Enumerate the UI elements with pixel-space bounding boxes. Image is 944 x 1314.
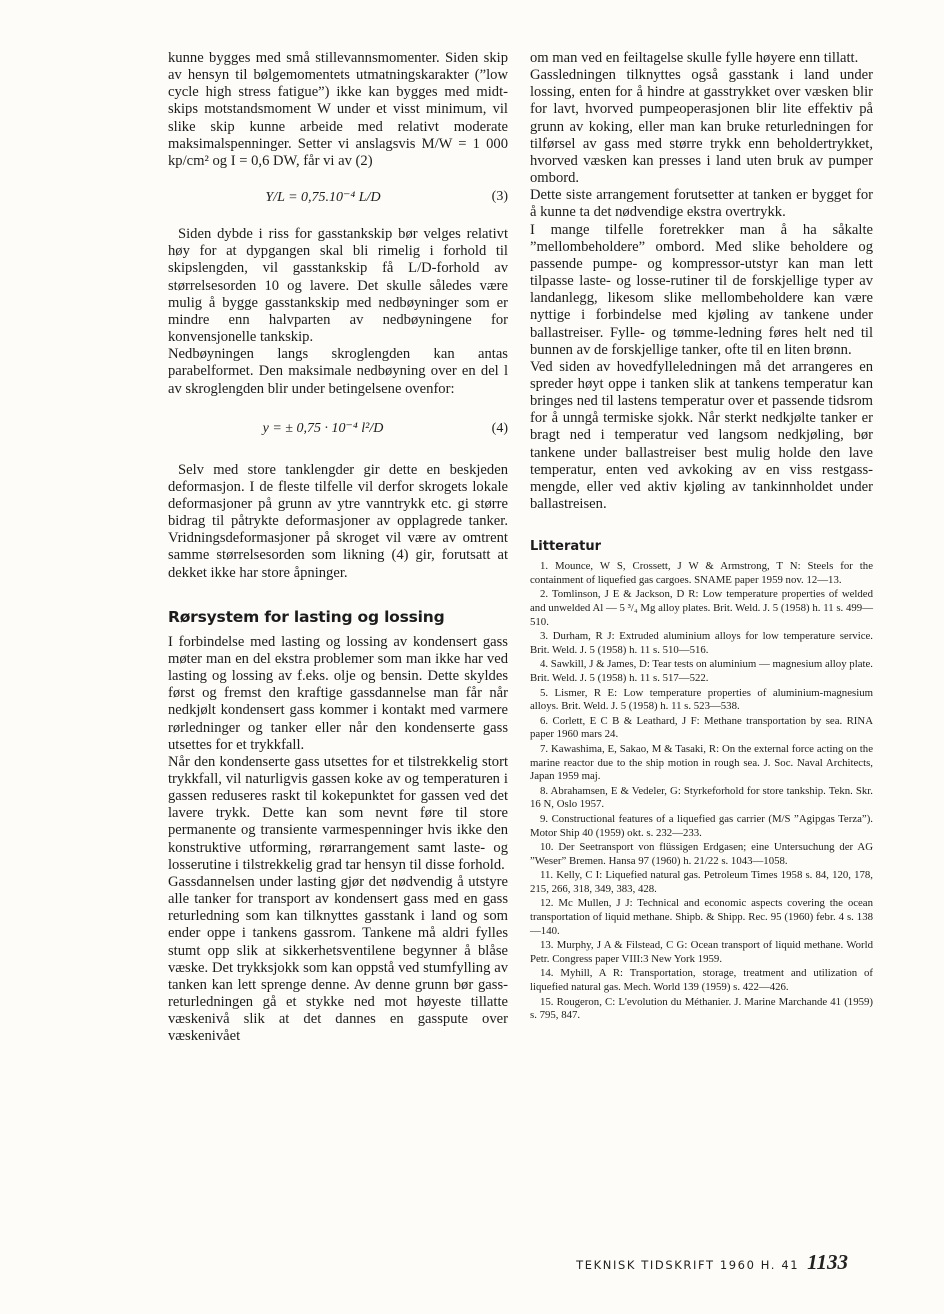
reference-item: 13. Murphy, J A & Filstead, C G: Ocean transport of liquid methane. World Petr. Congress paper VIII:3 New York 1959.: [530, 939, 873, 965]
page-footer: [576, 1250, 848, 1275]
equation-4-body: y = ± 0,75 · 10⁻⁴ l²/D: [262, 421, 384, 437]
paragraph: Når den kondenserte gass utsettes for et tilstrekkelig stort trykkfall, vil naturligvis gassen koke av og temperaturen i gassen reduseres raskt til kokepunktet for gassen ved det lavere trykk. Dette kan som nevnt føre til store permanente og transiente varmespenninger hvis ikke den konstruktive utforming, rørarrangement samt laste- og losserutine i tilstrekkelig grad tar hensyn til disse forhold.: [168, 753, 508, 873]
reference-item: 6. Corlett, E C B & Leathard, J F: Methane transportation by sea. RINA paper 1960 mars 24.: [530, 714, 873, 741]
reference-item: 11. Kelly, C I: Liquefied natural gas. Petroleum Times 1958 s. 84, 120, 178, 215, 266, 318, 349, 383, 428.: [530, 869, 873, 895]
paragraph: I mange tilfelle foretrekker man å ha såkalte ”mellombeholdere” ombord. Med slike beholdere og passende pumpe- og kompressor-utstyr kan man lett tilpasse laste- og losse-rutiner til de forskjellige typer av landanlegg, likesom slike mellombeholdere kan være nyttige i forbindelse med kjøling av tankene under ballastreiser. Fylle- og tømme-ledning føres helt ned til bunnen av de forskjellige tanker, ofte til en liten brønn.: [530, 221, 873, 358]
paragraph: Siden dybde i riss for gasstankskip bør velges relativt høy for at dypgangen skal bli rimelig i forhold til skipslengden, vil gasstankskip få L/D-forhold av størrelsesorden 10 og lavere. Det skulle således være mulig å bygge gasstankskip med nedbøyninger som er mindre enn halvparten av nedbøyningene for konvensjonelle tankskip.: [168, 226, 508, 346]
reference-item: 4. Sawkill, J & James, D: Tear tests on aluminium — magnesium alloy plate. Brit. Weld. J. 5 (1958) h. 11 s. 517—522.: [530, 658, 873, 684]
equation-4: [168, 410, 508, 448]
reference-item: 14. Myhill, A R: Transportation, storage, treatment and utilization of liquefied natural gas. Mech. World 139 (1959) s. 422—426.: [530, 967, 873, 994]
reference-item: 1. Mounce, W S, Crossett, J W & Armstrong, T N: Steels for the containment of liquefied gas cargoes. SNAME paper 1959 nov. 12—13.: [530, 560, 873, 586]
paragraph: Gassledningen tilknyttes også gasstank i land under lossing, enten for å hindre at gasstrykket over væsken blir for lavt, hvorved pumpeoperasjonen blir lite effektiv på grunn av koking, eller man kan bruke returledningen for tilførsel av gass med større trykk enn beholdertrykket, hvorved væsken kan presses i land uten bruk av pumper ombord.: [530, 67, 873, 187]
paragraph: Ved siden av hovedfylleledningen må det arrangeres en spreder høyt oppe i tanken slik at tankens temperatur kan bringes ned til lastens temperatur over et passende tidsrom for å unngå termiske sjokk. Når sterkt nedkjølte tanker er bragt ned i temperatur ved langsom nedkjøling, bør tankene under ballastreiser best mulig holde den lave temperatur, enten ved avkoking av en viss restgass-mengde, eller ved aktiv kjøling av tankinnholdet under ballastreisen.: [530, 358, 873, 513]
equation-4-number: (4): [491, 420, 508, 436]
reference-item: 12. Mc Mullen, J J: Technical and economic aspects covering the ocean transportation of liquid methane. Shipb. & Shipp. Rec. 95 (1960) febr. 4 s. 138—140.: [530, 897, 873, 937]
paragraph: Gassdannelsen under lasting gjør det nødvendig å utstyre alle tanker for transport av kondensert gass med en gass returledning som kan tilknyttes gasstank i land og som ender oppe i tankens gassrom. Tankene må aldri fylles stumt opp slik at sikkerhetsventilene begynner å blåse væske. Det trykksjokk som kan oppstå ved stumfylling av tanken kan lett sprenge denne. Av denne grunn bør gass-returledningen gå et stykke ned mot høyeste tillatte væskenivå slik at det dannes en gasspute over væskenivået: [168, 873, 508, 1045]
page-number: 1133: [807, 1250, 848, 1274]
left-column: [168, 50, 508, 1046]
paragraph: Selv med store tanklengder gir dette en beskjeden deformasjon. I de fleste tilfelle vil derfor skrogets lokale deformasjoner på grunn av ytre vanntrykk etc. gi større bidrag til påtrykte deformasjoner av opplagrede tanker. Vridningsdeformasjoner på skroget vil være av omtrent samme størrelsesorden som likning (4) gir, forutsatt at dekket ikke har store åpninger.: [168, 461, 508, 581]
paragraph: kunne bygges med små stillevannsmomenter. Siden skip av hensyn til bølgemomentets utmatningskarakter (”low cycle high stress fatigue”) ikke kan bygges med midt-skips motstandsmoment W under et visst minimum, vil slike skip kunne arbeide med relativt moderate maksimalspenninger. Setter vi anslagsvis M/W = 1 000 kp/cm² og I = 0,6 DW, får vi av (2): [168, 50, 508, 169]
equation-3-number: (3): [491, 189, 508, 205]
references-heading: Litteratur: [530, 539, 602, 555]
equation-3: [168, 178, 508, 216]
paragraph: om man ved en feiltagelse skulle fylle høyere enn tillatt.: [530, 50, 859, 66]
reference-item: 10. Der Seetransport von flüssigen Erdgasen; eine Untersuchung der AG ”Weser” Bremen. Hansa 97 (1960) h. 21/22 s. 1043—1058.: [530, 841, 873, 867]
equation-3-body: Y/L = 0,75.10⁻⁴ L/D: [265, 189, 381, 205]
reference-item: 7. Kawashima, E, Sakao, M & Tasaki, R: On the external force acting on the marine reactor due to the ship motion in rough sea. J. Soc. Naval Architects, Japan 1959 maj.: [530, 742, 873, 783]
paragraph: Nedbøyningen langs skroglengden kan antas parabelformet. Den maksimale nedbøyning over en del l av skroglengden blir under betingelsene ovenfor:: [168, 346, 508, 397]
paragraph: Dette siste arrangement forutsetter at tanken er bygget for å kunne ta det nødvendige ekstra overtrykk.: [530, 187, 873, 221]
reference-item: 3. Durham, R J: Extruded aluminium alloys for low temperature service. Brit. Weld. J. 5 (1958) h. 11 s. 510—516.: [530, 630, 873, 656]
reference-list: [530, 560, 873, 1023]
reference-item: 2. Tomlinson, J E & Jackson, D R: Low temperature properties of welded and unwelded Al — 5 ³/₄ Mg alloy plates. Brit. Weld. J. 5 (1958) h. 11 s. 499—510.: [530, 588, 873, 628]
reference-item: 15. Rougeron, C: L'evolution du Méthanier. J. Marine Marchande 41 (1959) s. 795, 847.: [530, 995, 873, 1022]
paragraph: I forbindelse med lasting og lossing av kondensert gass møter man en del ekstra problemer som man ikke har ved lasting og lossing av f.eks. olje og bensin. Dette skyldes først og fremst den kraftige gassdannelse man får når nedkjølt kondensert gass kommer i kontakt med varmere rørledninger og tanker eller når den kondenserte gass utsettes for et trykkfall.: [168, 633, 508, 753]
right-column: [530, 50, 873, 1024]
reference-item: 9. Constructional features of a liquefied gas carrier (M/S ”Agipgas Terza”). Motor Ship 40 (1959) okt. s. 232—233.: [530, 812, 873, 839]
reference-item: 8. Abrahamsen, E & Vedeler, G: Styrkeforhold for store tankship. Tekn. Skr. 16 N, Oslo 1957.: [530, 784, 873, 811]
reference-item: 5. Lismer, R E: Low temperature properties of aluminium-magnesium alloys. Brit. Weld. J. 5 (1958) h. 11 s. 523—538.: [530, 686, 873, 713]
journal-name: TEKNISK TIDSKRIFT 1960 H. 41: [576, 1258, 800, 1272]
section-heading: Rørsystem for lasting og lossing: [168, 607, 445, 626]
